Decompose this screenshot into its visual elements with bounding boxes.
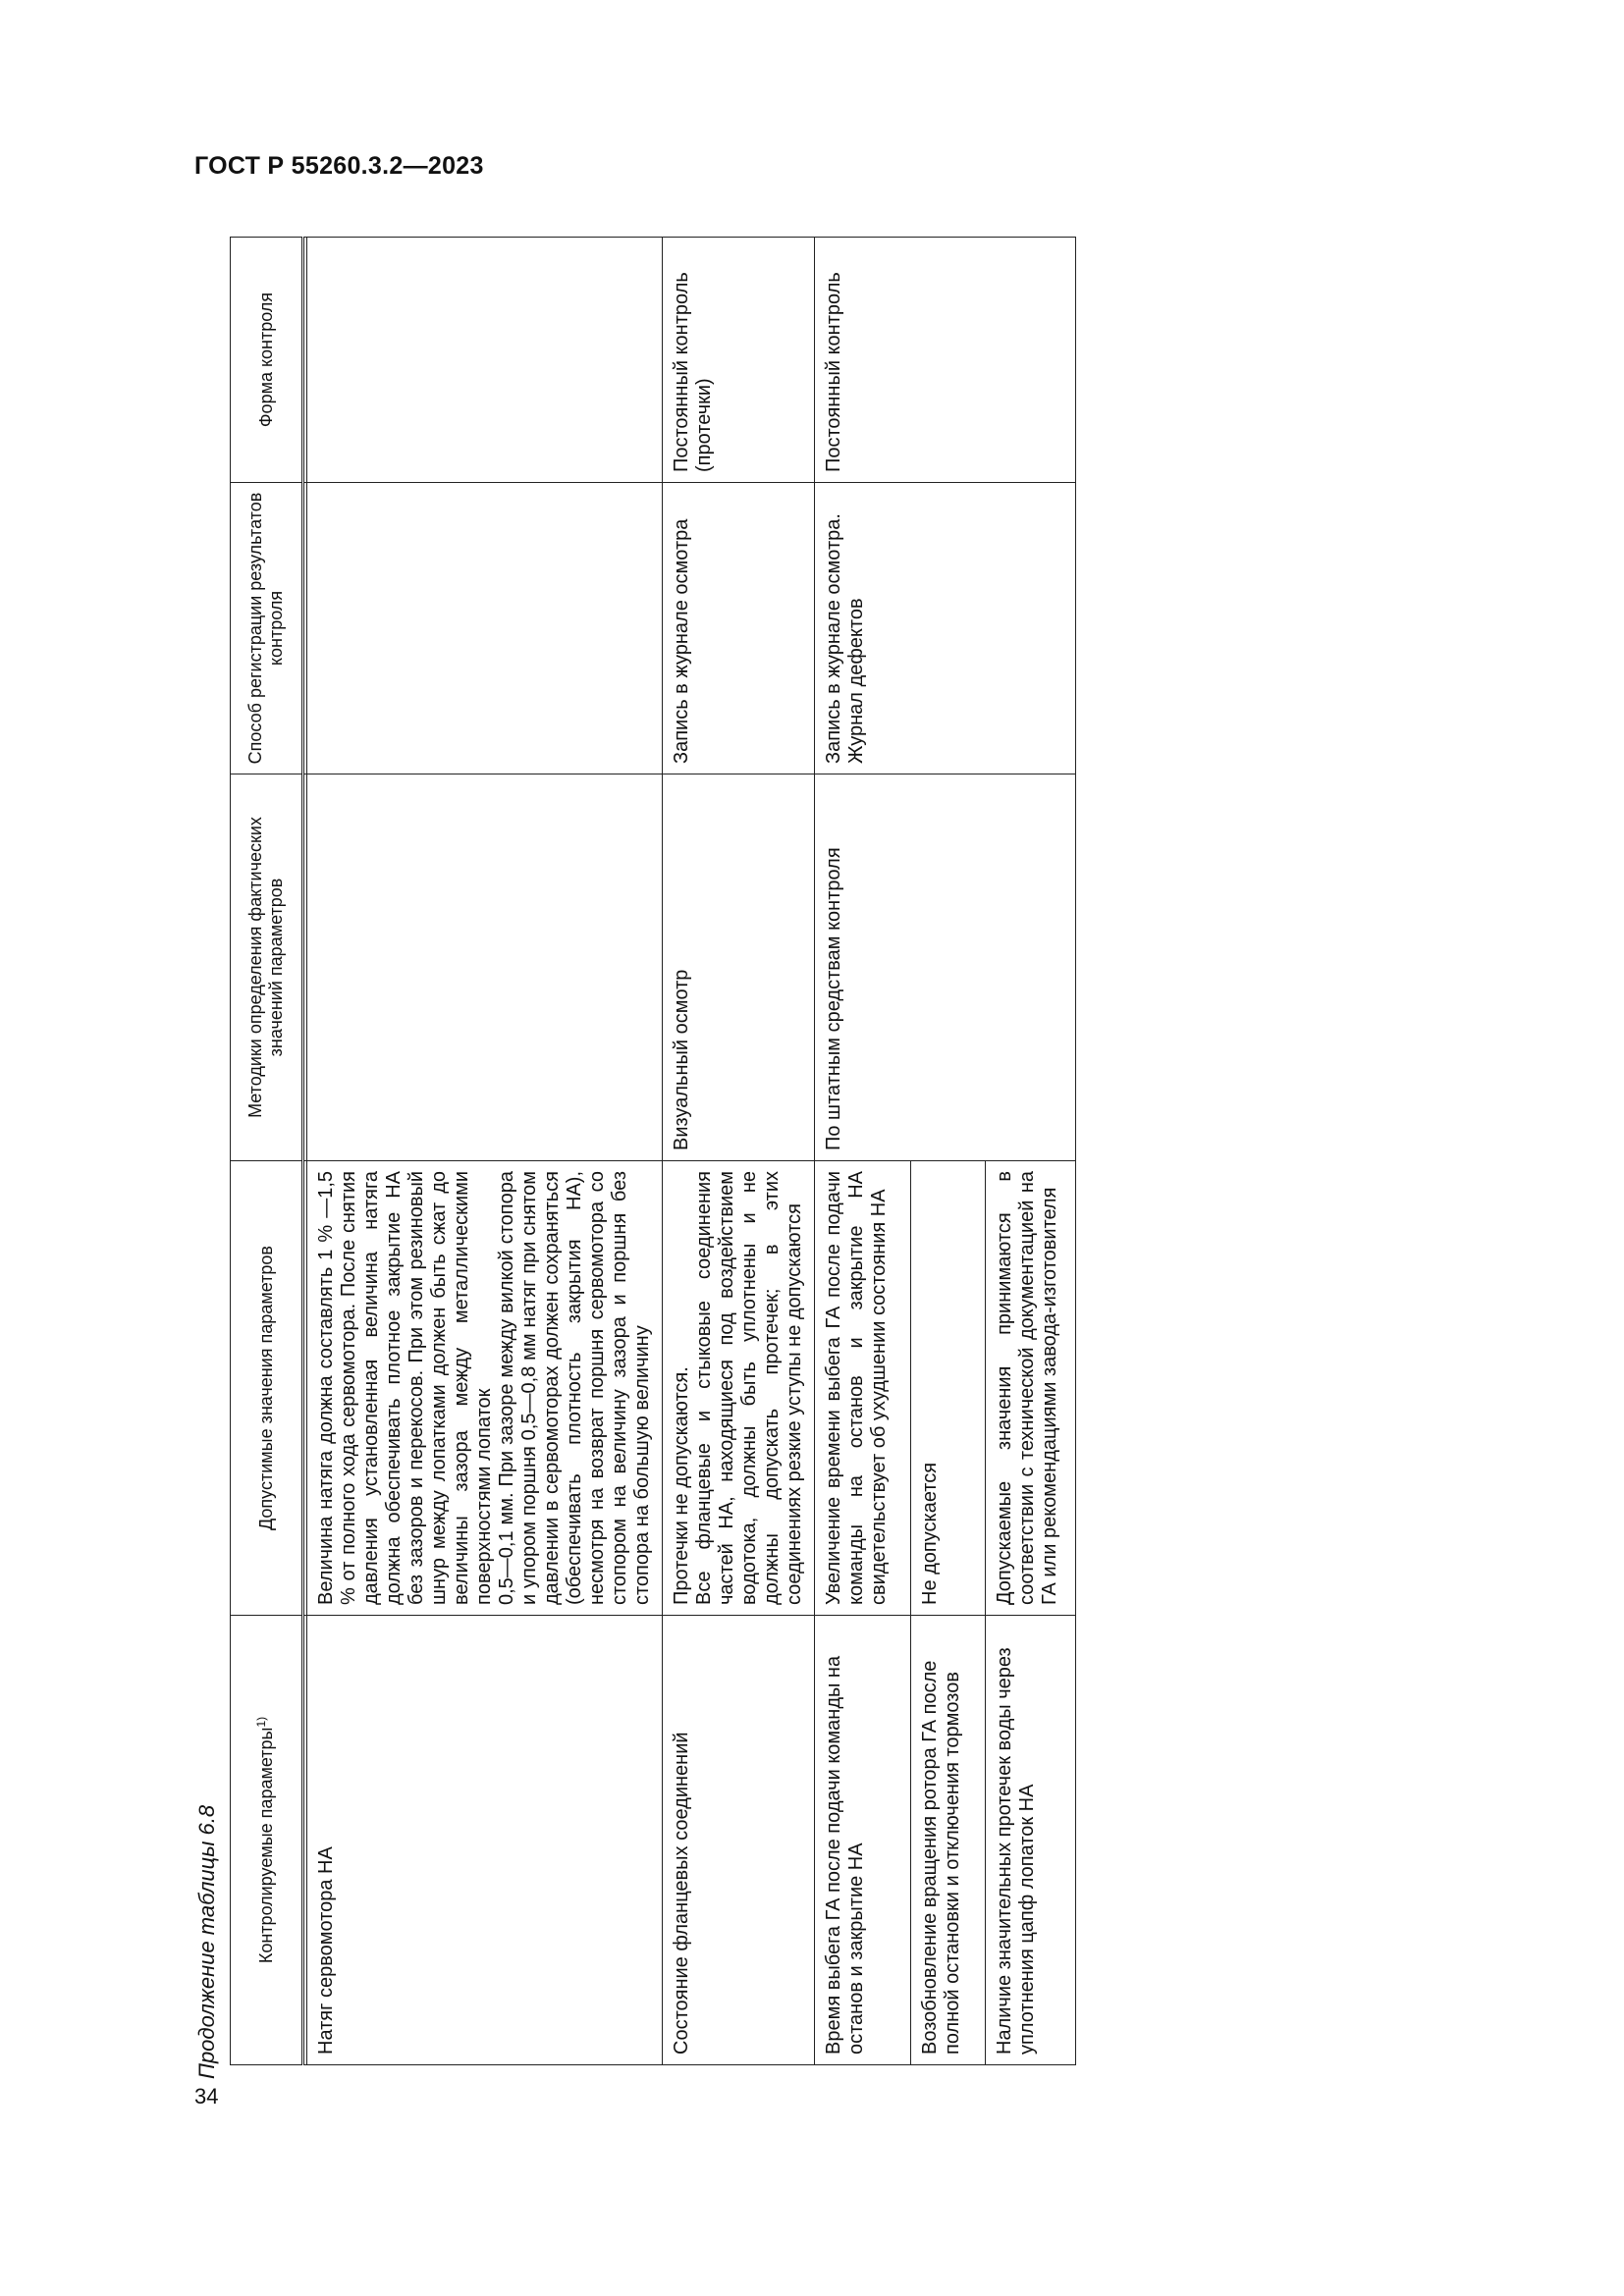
cell-param: Состояние фланцевых соединений <box>663 1616 815 2065</box>
cell-value: Увеличение времени выбега ГА после подачи команды на останов и закрытие НА свидетельствует об ухудшении состояния НА <box>815 1161 911 1616</box>
table-row <box>307 238 663 2065</box>
document-code-header: ГОСТ Р 55260.3.2—2023 <box>194 152 484 180</box>
cell-param: Время выбега ГА после подачи команды на останов и закрытие НА <box>815 1616 911 2065</box>
cell-param: Наличие значительных протечек воды через уплотнения цапф лопаток НА <box>986 1616 1076 2065</box>
column-header-control-form: Форма контроля <box>231 238 303 483</box>
cell-value: Протечки не допускаются. Все фланцевые и стыковые соединения частей НА, находящиеся под воздействием водотока, должны быть уплотнены и не должны допускать протечек; в этих соединениях резкие уступы не допускаются <box>663 1161 815 1616</box>
parameters-table <box>230 237 1076 2065</box>
cell-method: Визуальный осмотр <box>663 774 815 1161</box>
cell-form <box>307 238 663 483</box>
table-caption: Продолжение таблицы 6.8 <box>194 1804 219 2079</box>
page-number: 34 <box>194 2084 219 2109</box>
cell-registration: Запись в журнале осмотра. Журнал дефектов <box>815 483 1076 774</box>
rotated-table-area <box>194 234 1451 2079</box>
cell-value: Величина натяга должна составлять 1 % —1,5 % от полного хода сервомотора. После снятия давления установленная величина натяга должна обеспечивать плотное закрытие НА без зазоров и перекосов. При этом резиновый шнур между лопатками должен быть сжат до величины зазора между металлическими поверхностями лопаток 0,5—0,1 мм. При зазоре между вилкой стопора и упором поршня 0,5—0,8 мм натяг при снятом давлении в сервомоторах должен сохраняться (обеспечивать плотность закрытия НА), несмотря на возврат поршня сервомотора со стопором на величину зазора и поршня без стопора на большую величину <box>307 1161 663 1616</box>
column-header-methods: Методики определения фактических значений параметров <box>231 774 303 1161</box>
table-row <box>815 238 911 2065</box>
cell-registration: Запись в журнале осмотра <box>663 483 815 774</box>
cell-value: Не допускается <box>911 1161 986 1616</box>
footnote-mark: 1) <box>253 1716 268 1728</box>
cell-form: Постоянный контроль (протечки) <box>663 238 815 483</box>
cell-registration <box>307 483 663 774</box>
cell-method: По штатным средствам контроля <box>815 774 1076 1161</box>
cell-value: Допускаемые значения принимаются в соответствии с технической документацией на ГА или рекомендациями завода-изготовителя <box>986 1161 1076 1616</box>
column-header-allowed-values: Допустимые значения параметров <box>231 1161 303 1616</box>
cell-method <box>307 774 663 1161</box>
column-header-parameters: Контролируемые параметры$^{1)}$ <box>231 1616 303 2065</box>
column-header-registration: Способ регистрации результатов контроля <box>231 483 303 774</box>
table-row <box>663 238 815 2065</box>
cell-form: Постоянный контроль <box>815 238 1076 483</box>
cell-param: Натяг сервомотора НА <box>307 1616 663 2065</box>
cell-param: Возобновление вращения ротора ГА после полной остановки и отключения тормозов <box>911 1616 986 2065</box>
